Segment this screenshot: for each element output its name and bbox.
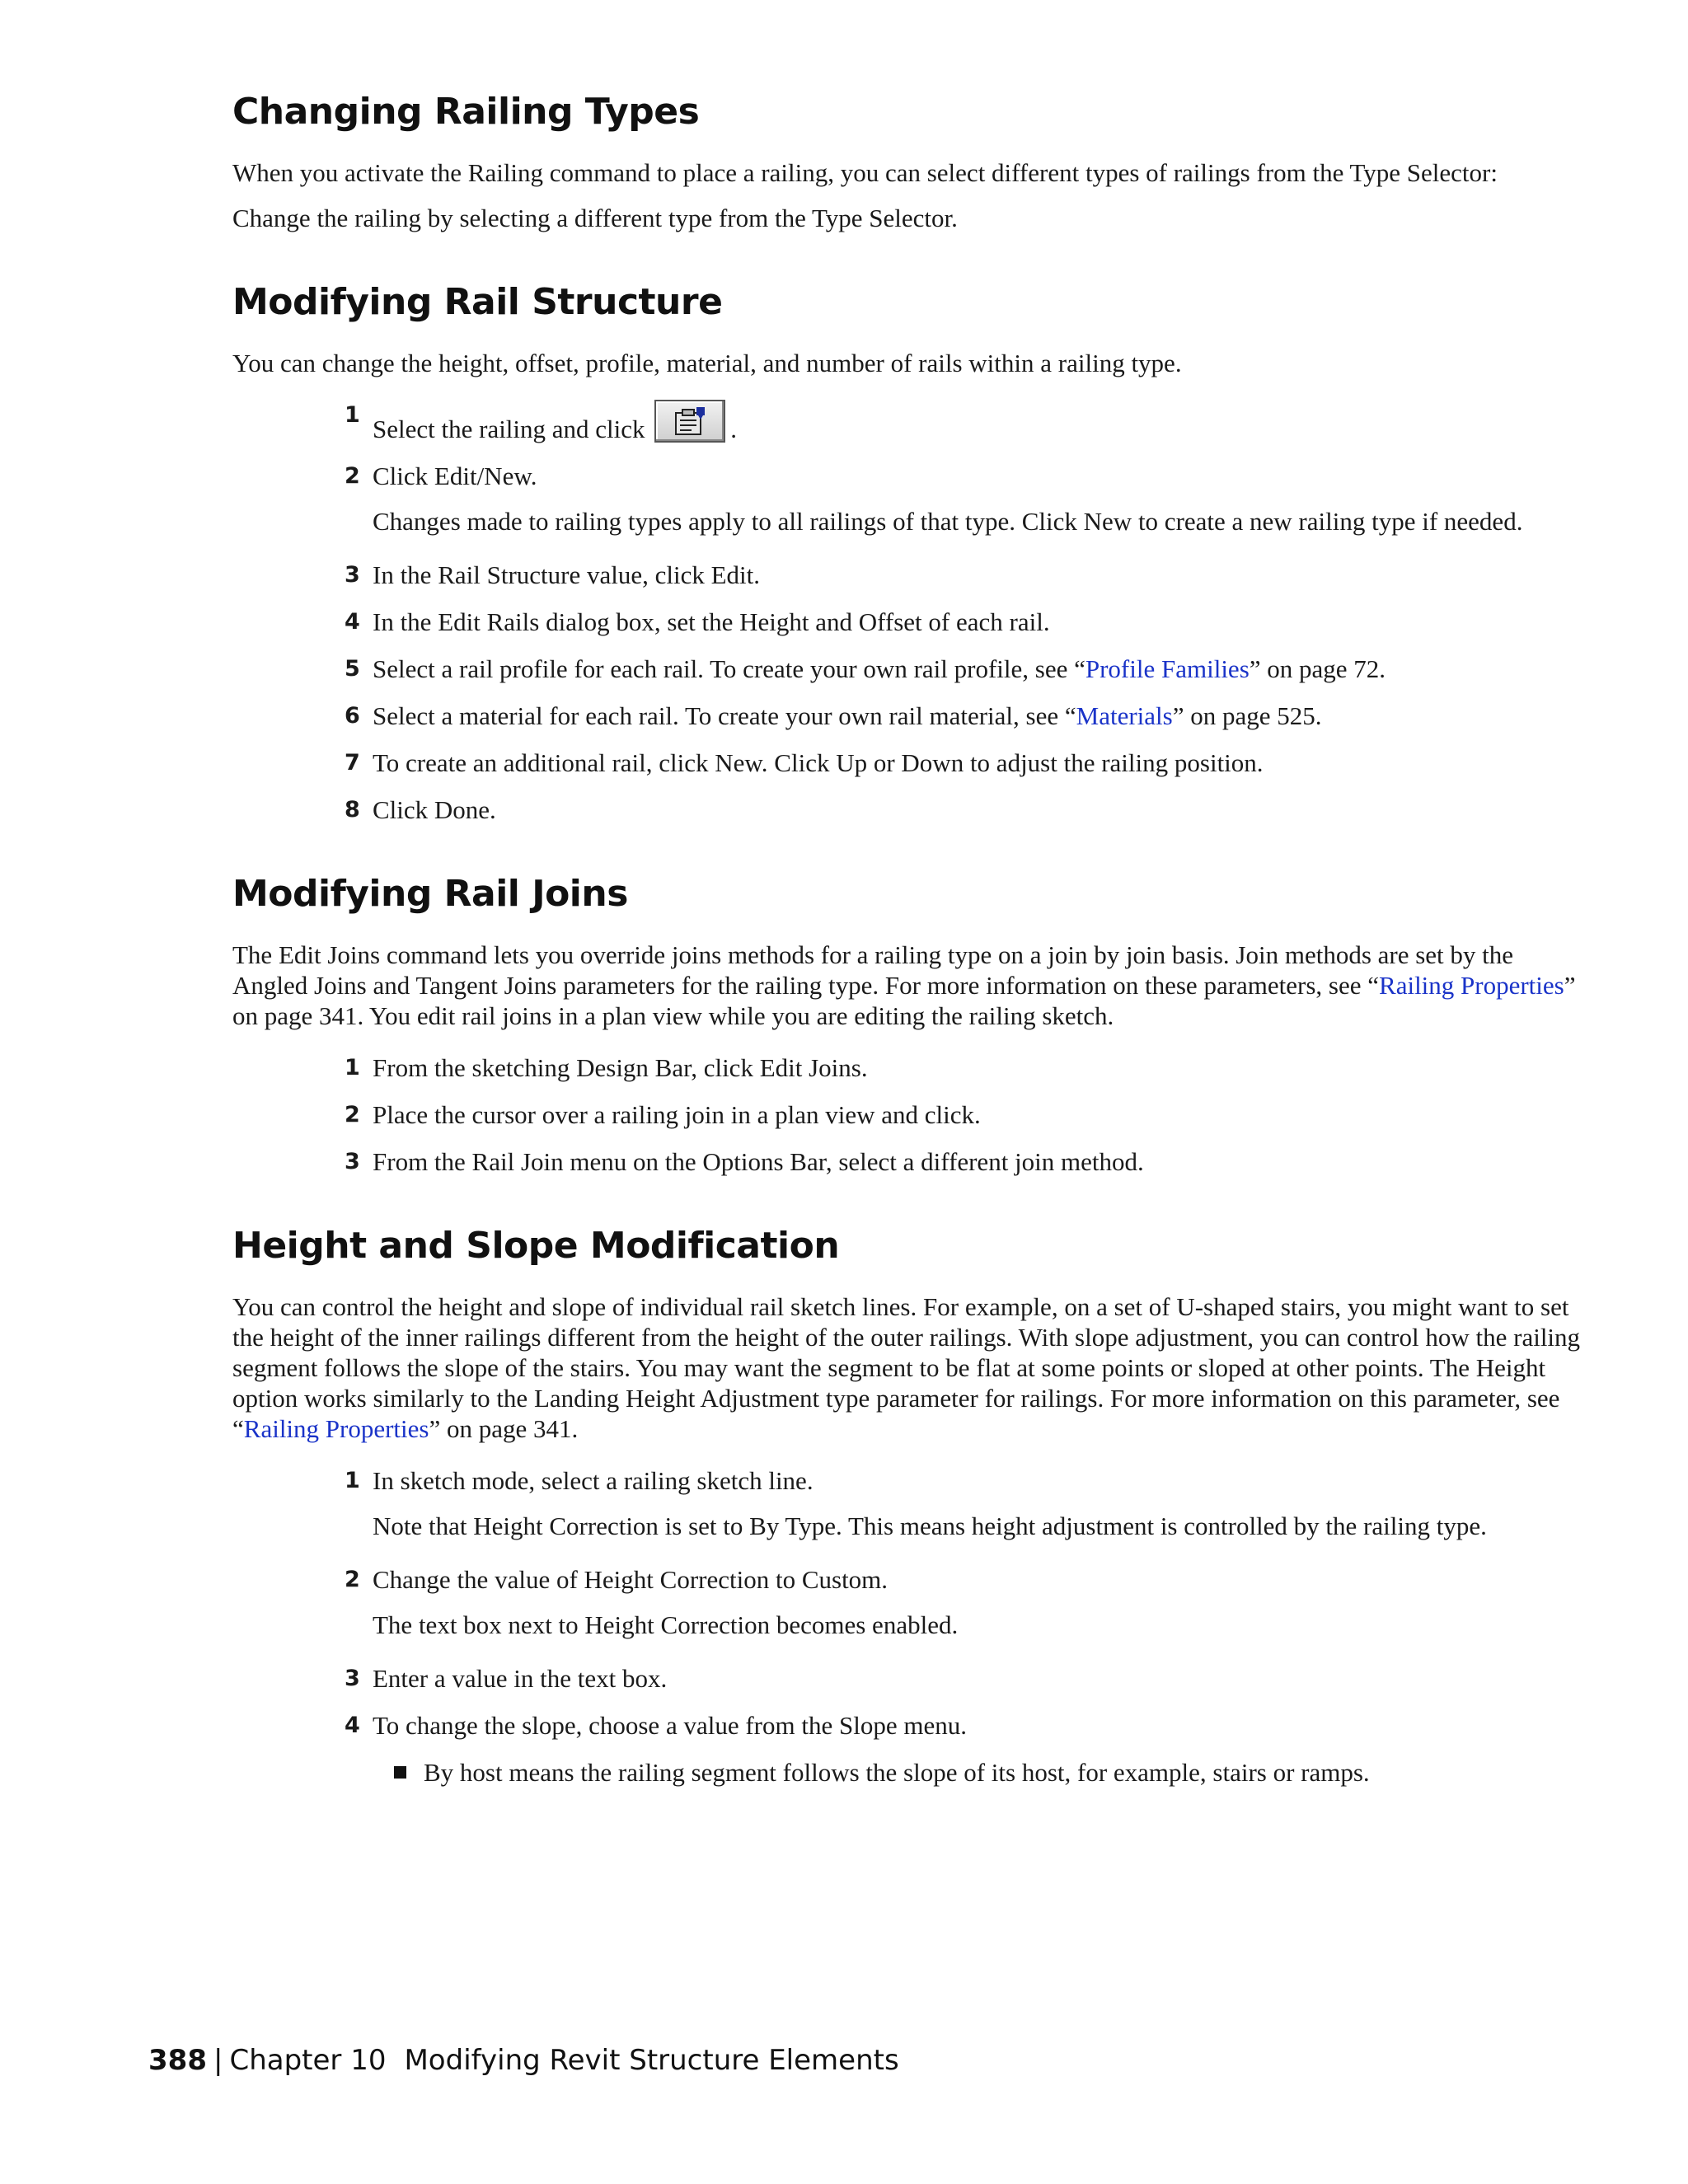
railing-properties-link[interactable]: Railing Properties xyxy=(243,1414,429,1443)
page-number: 388 xyxy=(148,2044,207,2077)
step-number: 8 xyxy=(345,797,360,823)
section-heading: Height and Slope Modification xyxy=(232,1225,840,1267)
step-text: To change the slope, choose a value from the Slope menu. xyxy=(373,1711,967,1740)
step-number: 4 xyxy=(345,1713,360,1738)
section-changing-railing-types xyxy=(232,91,1592,233)
step-note: Note that Height Correction is set to By Type. This means height adjustment is controlled by the railing type. xyxy=(373,1511,1487,1540)
list-item xyxy=(345,748,1592,778)
step-text: In sketch mode, select a railing sketch line. xyxy=(373,1466,814,1495)
paragraph-text: You can control the height and slope of individual rail sketch lines. For example, on a set of U-shaped stairs, you might want to set the height of the inner railings different from the height of the outer railings. With slope adjustment, you can control how the railing segment follows the slope of the stairs. You may want the segment to be flat at some points or sloped at other points. The Height option works similarly to the Landing Height Adjustment type parameter for railings. For more information on this parameter, see “ xyxy=(232,1292,1581,1443)
step-text: In the Rail Structure value, click Edit. xyxy=(373,560,761,589)
step-number: 2 xyxy=(345,1102,360,1127)
step-text: To create an additional rail, click New. Click Up or Down to adjust the railing position. xyxy=(373,748,1264,777)
list-item xyxy=(345,1710,1592,1741)
list-item xyxy=(345,1146,1592,1177)
step-number: 1 xyxy=(345,402,360,428)
step-number: 7 xyxy=(345,750,360,776)
section-modifying-rail-joins xyxy=(232,873,1592,1177)
step-number: 2 xyxy=(345,1567,360,1592)
list-item xyxy=(345,794,1592,825)
section-heading: Changing Railing Types xyxy=(232,91,700,133)
step-number: 4 xyxy=(345,609,360,635)
paragraph-text: ” on page 341. xyxy=(429,1414,579,1443)
paragraph: You can change the height, offset, profile, material, and number of rails within a railing type. xyxy=(232,349,1182,377)
step-text: Change the value of Height Correction to Custom. xyxy=(373,1565,889,1594)
bullet-text: By host means the railing segment follows the slope of its host, for example, stairs or ramps. xyxy=(424,1758,1370,1787)
step-text: ” on page 525. xyxy=(1172,701,1322,730)
step-text: Click Done. xyxy=(373,795,496,824)
section-modifying-rail-structure xyxy=(232,281,1592,825)
step-text: Select a rail profile for each rail. To create your own rail profile, see “ xyxy=(373,654,1085,683)
step-text: ” on page 72. xyxy=(1249,654,1386,683)
paragraph-text: ” on page 341. You edit rail joins in a plan view while you are editing the railing sketch. xyxy=(232,971,1576,1030)
list-item xyxy=(345,1052,1592,1083)
step-number: 1 xyxy=(345,1468,360,1493)
materials-link[interactable]: Materials xyxy=(1076,701,1173,730)
footer-separator: | xyxy=(213,2044,223,2077)
step-number: 2 xyxy=(345,463,360,489)
paragraph: When you activate the Railing command to place a railing, you can select different types of railings from the Type Selector: xyxy=(232,158,1498,187)
steps-list xyxy=(232,400,1592,825)
steps-list xyxy=(232,1052,1592,1177)
step-note: Changes made to railing types apply to all railings of that type. Click New to create a new railing type if needed. xyxy=(373,507,1523,536)
railing-properties-link[interactable]: Railing Properties xyxy=(1379,971,1564,1000)
step-text: In the Edit Rails dialog box, set the Height and Offset of each rail. xyxy=(373,607,1050,636)
list-item xyxy=(345,1099,1592,1130)
paragraph xyxy=(232,940,1592,1031)
section-heading: Modifying Rail Structure xyxy=(232,281,723,323)
step-number: 3 xyxy=(345,1666,360,1691)
list-item xyxy=(345,1564,1592,1640)
step-text: Select a material for each rail. To create your own rail material, see “ xyxy=(373,701,1076,730)
list-item xyxy=(345,1465,1592,1541)
step-number: 3 xyxy=(345,562,360,588)
step-number: 3 xyxy=(345,1149,360,1174)
section-height-and-slope xyxy=(232,1225,1592,1788)
profile-families-link[interactable]: Profile Families xyxy=(1085,654,1250,683)
paragraph: Change the railing by selecting a different type from the Type Selector. xyxy=(232,204,958,232)
step-text: Place the cursor over a railing join in a plan view and click. xyxy=(373,1100,981,1129)
step-text: Click Edit/New. xyxy=(373,462,537,490)
step-number: 5 xyxy=(345,656,360,682)
step-number: 6 xyxy=(345,703,360,729)
page-content xyxy=(232,91,1592,1835)
step-text: Select the railing and click xyxy=(373,415,645,443)
step-note: The text box next to Height Correction becomes enabled. xyxy=(373,1610,959,1639)
step-number: 1 xyxy=(345,1055,360,1080)
step-text-suffix: . xyxy=(730,415,738,443)
list-item xyxy=(345,1663,1592,1694)
list-item xyxy=(345,400,1592,444)
list-item xyxy=(345,461,1592,537)
steps-list xyxy=(232,1465,1592,1741)
list-item xyxy=(345,607,1592,637)
bullet-list xyxy=(232,1757,1592,1788)
footer-title: Modifying Revit Structure Elements xyxy=(404,2044,899,2077)
footer-chapter: Chapter 10 xyxy=(229,2044,387,2077)
bullet-square-icon xyxy=(394,1766,406,1779)
list-item xyxy=(345,560,1592,590)
step-text: From the sketching Design Bar, click Edit Joins. xyxy=(373,1053,868,1082)
bullet-item xyxy=(394,1757,1592,1788)
section-heading: Modifying Rail Joins xyxy=(232,873,628,915)
paragraph-text: The Edit Joins command lets you override joins methods for a railing type on a join by join basis. Join methods are set by the Angled Joins and Tangent Joins parameters for the railing type. For more information on these parameters, see “ xyxy=(232,940,1514,1000)
paragraph xyxy=(232,1291,1592,1444)
list-item xyxy=(345,701,1592,731)
list-item xyxy=(345,654,1592,684)
element-properties-icon xyxy=(673,406,706,436)
element-properties-button[interactable] xyxy=(654,400,725,443)
step-text: From the Rail Join menu on the Options Bar, select a different join method. xyxy=(373,1147,1144,1176)
page-footer xyxy=(148,2044,899,2077)
step-text: Enter a value in the text box. xyxy=(373,1664,668,1693)
